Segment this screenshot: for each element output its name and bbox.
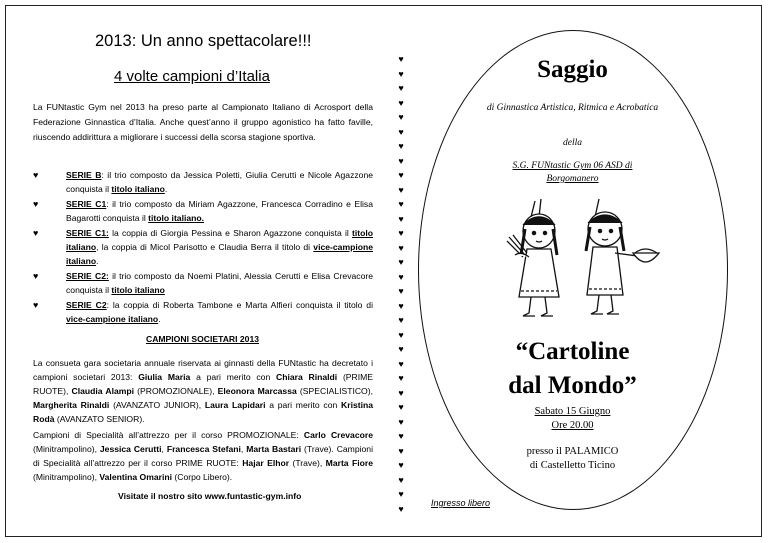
list-item: ♥ SERIE C1: il trio composto da Miriam Agazzone, Francesca Corradino e Elisa Bagarotti conquista il titolo italiano.	[33, 199, 374, 223]
heart-divider	[394, 52, 408, 516]
heart-icon: ♥	[33, 199, 39, 209]
series-label: SERIE C2:	[66, 271, 109, 281]
heart-icon: ♥	[398, 300, 404, 311]
title-link: vice-campione italiano	[66, 314, 159, 324]
specialita-paragraph: Campioni di Specialità all’attrezzo per il corso PROMOZIONALE: Carlo Crevacore (Minitrampolino), Jessica Cerutti, Francesca Stefani, Marta Bastari (Trave). Campioni di Specialità all’attrezzo per il corso PRIME RUOTE: Hajar Elhor (Trave), Marta Fiore (Minitrampolino), Valentina Omarini (Corpo Libero).	[33, 430, 373, 482]
heart-icon: ♥	[398, 54, 404, 64]
disciplines: di Ginnastica Artistica, Ritmica e Acrobatica	[486, 103, 659, 113]
series-list	[33, 168, 373, 327]
heart-icon: ♥	[398, 199, 404, 209]
native-children-illustration	[495, 195, 665, 325]
event-title: Saggio	[537, 56, 608, 83]
list-item: ♥ SERIE B: il trio composto da Jessica Poletti, Giulia Cerutti e Nicole Agazzone conquista il titolo italiano.	[33, 170, 373, 194]
main-title: 2013: Un anno spettacolare!!!	[95, 32, 312, 50]
heart-icon: ♥	[398, 286, 404, 296]
heart-icon: ♥	[398, 126, 404, 137]
title-link: titolo italiano	[111, 285, 165, 295]
heart-icon: ♥	[398, 155, 404, 166]
entry-note: Ingresso libero	[431, 498, 491, 508]
heart-icon: ♥	[398, 315, 404, 325]
title-link: vice-campione italiano	[66, 242, 373, 266]
title-link: titolo italiano	[66, 228, 373, 252]
event-venue: presso il PALAMICO di Castelletto Ticino	[526, 446, 619, 471]
heart-icon: ♥	[398, 68, 404, 79]
series-label: SERIE C1	[66, 199, 107, 209]
show-title: “Cartoline dal Mondo”	[508, 338, 637, 399]
heart-icon: ♥	[398, 402, 404, 412]
heart-icon: ♥	[398, 271, 404, 282]
heart-icon: ♥	[33, 271, 39, 281]
heart-icon: ♥	[398, 373, 404, 383]
heart-icon: ♥	[398, 431, 404, 441]
series-label: SERIE B	[66, 170, 102, 180]
heart-icon: ♥	[398, 184, 404, 195]
heart-icon: ♥	[398, 358, 404, 369]
heart-icon: ♥	[398, 97, 404, 108]
event-date: Sabato 15 Giugno Ore 20.00	[534, 406, 611, 431]
heart-icon: ♥	[398, 416, 404, 427]
title-link: titolo italiano	[111, 184, 165, 194]
series-label: SERIE C2	[66, 300, 107, 310]
heart-icon: ♥	[398, 445, 404, 456]
della-text: della	[563, 138, 582, 148]
list-item: ♥ SERIE C2: il trio composto da Noemi Platini, Alessia Cerutti e Elisa Crevacore conquista il titolo italiano	[33, 271, 373, 295]
list-item: ♥ SERIE C1: la coppia di Giorgia Pessina e Sharon Agazzone conquista il titolo italiano, la coppia di Micol Parisotto e Claudia Berra il titolo di vice-campione italiano.	[33, 228, 373, 266]
societari-paragraph: La consueta gara societaria annuale riservata ai ginnasti della FUNtastic ha decretato i campioni societari 2013: Giulia Maria a pari merito con Chiara Rinaldi (PRIME RUOTE), Claudia Alampi (PROMOZIONALE), Eleonora Marcassa (SPECIALISTICO), Margherita Rinaldi (AVANZATO JUNIOR), Laura Lapidari a pari merito con Kristina Rodà (AVANZATO SENIOR).	[33, 358, 374, 424]
title-link: titolo italiano.	[148, 213, 205, 223]
heart-icon: ♥	[398, 387, 404, 398]
subtitle: 4 volte campioni d’Italia	[114, 68, 270, 85]
heart-icon: ♥	[398, 344, 404, 354]
heart-icon: ♥	[398, 503, 404, 514]
website-line: Visitate il nostro sito www.funtastic-gym.info	[118, 491, 302, 501]
heart-icon: ♥	[398, 474, 404, 485]
heart-icon: ♥	[33, 228, 39, 238]
heart-icon: ♥	[398, 489, 404, 499]
heart-icon: ♥	[398, 242, 404, 253]
heart-icon: ♥	[398, 257, 404, 267]
heart-icon: ♥	[398, 329, 404, 340]
heart-icon: ♥	[398, 228, 404, 238]
heart-icon: ♥	[398, 460, 404, 470]
heart-icon: ♥	[33, 170, 39, 180]
series-label: SERIE C1:	[66, 228, 109, 238]
heart-icon: ♥	[33, 300, 39, 310]
heart-icon: ♥	[398, 213, 404, 224]
club-name: S.G. FUNtastic Gym 06 ASD di Borgomanero	[512, 161, 633, 184]
heart-icon: ♥	[398, 141, 404, 151]
heart-icon: ♥	[398, 112, 404, 122]
list-item: ♥ SERIE C2: la coppia di Roberta Tambone e Marta Alfieri conquista il titolo di vice-campione italiano.	[33, 300, 373, 324]
heart-icon: ♥	[398, 170, 404, 180]
intro-paragraph: La FUNtastic Gym nel 2013 ha preso parte al Campionato Italiano di Acrosport della Federazione Ginnastica d’Italia. Anche quest’anno il gruppo agonistico ha fatto faville, riuscendo addirittura a migliorare i successi della scorsa stagione sportiva.	[33, 102, 373, 142]
heart-icon: ♥	[398, 83, 404, 93]
societari-title: CAMPIONI SOCIETARI 2013	[145, 334, 259, 344]
